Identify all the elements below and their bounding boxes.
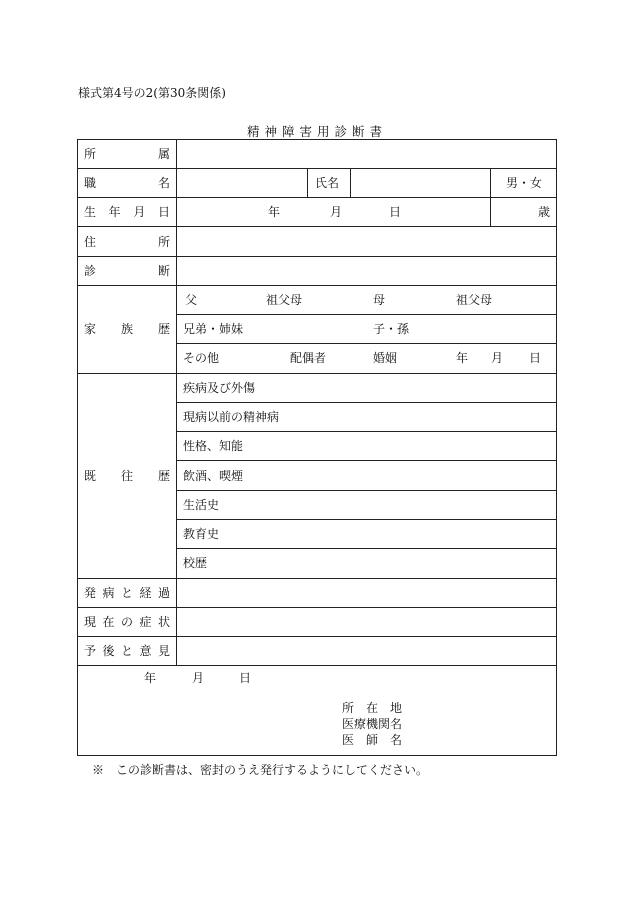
marriage-year-label: 年 [456, 351, 469, 365]
institution-label: 医療機関名 [342, 717, 403, 731]
family-mother: 母 [373, 293, 386, 307]
sub-row-divider [176, 519, 557, 520]
history-school-record: 校歴 [183, 556, 208, 570]
row-divider [77, 285, 557, 286]
name-value-divider [350, 168, 351, 197]
label-onset-course: 発 病 と 経 過 [84, 586, 170, 600]
footnote: ※ この診断書は、密封のうえ発行するようにしてください。 [92, 763, 429, 777]
row-divider [77, 168, 557, 169]
row-divider [77, 226, 557, 227]
row-divider [77, 636, 557, 637]
issue-year-label: 年 [144, 671, 157, 685]
history-education: 教育史 [183, 527, 220, 541]
issue-month-label: 月 [192, 671, 205, 685]
history-personality: 性格、知能 [183, 439, 244, 453]
marriage-day-label: 日 [529, 351, 542, 365]
sex-column-divider [490, 168, 491, 226]
family-paternal-grandparents: 祖父母 [266, 293, 303, 307]
sub-row-divider [176, 402, 557, 403]
row-divider [77, 373, 557, 374]
marriage-month-label: 月 [491, 351, 504, 365]
family-marriage: 婚姻 [373, 351, 398, 365]
name-label: 氏名 [315, 176, 340, 190]
family-spouse: 配偶者 [290, 351, 327, 365]
label-past-history: 既 往 歴 [84, 469, 170, 483]
document-title: 精神障害用診断書 [246, 124, 387, 139]
label-family-history: 家 族 歴 [84, 322, 170, 336]
label-job-title: 職 名 [84, 176, 170, 190]
family-other: その他 [183, 351, 220, 365]
family-children: 子・孫 [373, 322, 410, 336]
label-diagnosis: 診 断 [84, 264, 170, 278]
label-prognosis-opinion: 予 後 と 意 見 [84, 644, 170, 658]
row-divider [77, 197, 557, 198]
form-number: 様式第4号の2(第30条関係) [78, 86, 226, 100]
label-current-symptoms: 現 在 の 症 状 [84, 615, 170, 629]
history-disease-injury: 疾病及び外傷 [183, 381, 256, 395]
history-drinking-smoking: 飲酒、喫煙 [183, 469, 244, 483]
label-birthdate: 生 年 月 日 [84, 205, 170, 219]
physician-label: 医師名 [342, 733, 415, 747]
sub-row-divider [176, 490, 557, 491]
sex-options: 男・女 [506, 176, 543, 190]
row-divider [77, 607, 557, 608]
birth-year-label: 年 [268, 205, 281, 219]
age-label: 歳 [538, 205, 551, 219]
row-divider [77, 665, 557, 666]
issue-day-label: 日 [239, 671, 252, 685]
sub-row-divider [176, 548, 557, 549]
label-affiliation: 所 属 [84, 147, 170, 161]
history-prior-psychiatric: 現病以前の精神病 [183, 410, 280, 424]
row-divider [77, 578, 557, 579]
family-father: 父 [185, 293, 198, 307]
sub-row-divider [176, 431, 557, 432]
location-label: 所在地 [342, 701, 415, 715]
birth-day-label: 日 [389, 205, 402, 219]
sub-row-divider [176, 314, 557, 315]
label-address: 住 所 [84, 235, 170, 249]
birth-month-label: 月 [330, 205, 343, 219]
row-divider [77, 256, 557, 257]
name-column-divider [307, 168, 308, 197]
history-life: 生活史 [183, 498, 220, 512]
family-maternal-grandparents: 祖父母 [456, 293, 493, 307]
sub-row-divider [176, 343, 557, 344]
label-column-divider [176, 139, 177, 665]
family-siblings: 兄弟・姉妹 [183, 322, 244, 336]
sub-row-divider [176, 460, 557, 461]
form-frame [77, 139, 557, 756]
